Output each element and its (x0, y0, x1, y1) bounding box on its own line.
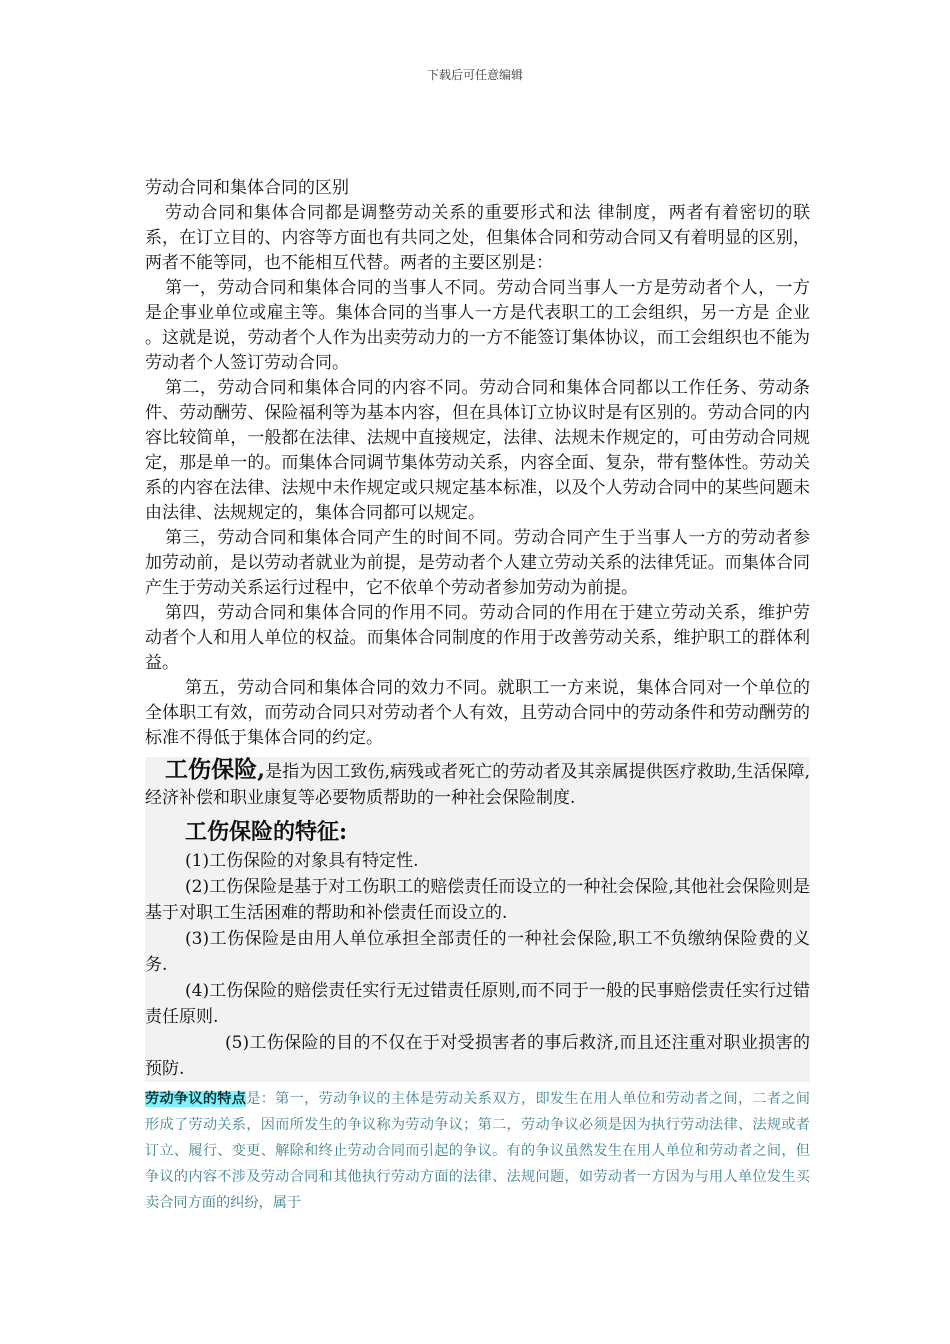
point-1: 第一，劳动合同和集体合同的当事人不同。劳动合同当事人一方是劳动者个人，一方是企事业单位或雇主等。集体合同的当事人一方是代表职工的工会组织，另一方是 企业 。这就是说，劳动者个人作为出卖劳动力的一方不能签订集体协议，而工会组织也不能为劳动者个人签订劳动合同。 (145, 278, 810, 373)
intro-paragraph: 劳动合同和集体合同都是调整劳动关系的重要形式和法 律制度，两者有着密切的联系，在订立目的、内容等方面也有共同之处，但集体合同和劳动合同又有着明显的区别，两者不能等同，也不能相互代替。两者的主要区别是： (145, 203, 810, 273)
features-title: 工伤保险的特征: (185, 819, 348, 845)
feature-5: (5)工伤保险的目的不仅在于对受损害者的事后救济,而且还注重对职业损害的预防. (145, 1033, 810, 1079)
point-4: 第四，劳动合同和集体合同的作用不同。劳动合同的作用在于建立劳动关系，维护劳动者个人和用人单位的权益。而集体合同制度的作用于改善劳动关系，维护职工的群体利益。 (145, 603, 810, 673)
feature-1: (1)工伤保险的对象具有特定性. (185, 851, 419, 871)
dispute-highlight: 劳动争议的特点 (145, 1091, 247, 1107)
feature-4: (4)工伤保险的赔偿责任实行无过错责任原则,而不同于一般的民事赔偿责任实行过错责任原则. (145, 981, 810, 1027)
injury-definition (145, 757, 810, 811)
feature-3: (3)工伤保险是由用人单位承担全部责任的一种社会保险,职工不负缴纳保险费的义务. (145, 929, 810, 975)
dispute-text: 是：第一，劳动争议的主体是劳动关系双方，即发生在用人单位和劳动者之间，二者之间形成了劳动关系，因而所发生的争议称为劳动争议；第二，劳动争议必须是因为执行劳动法律、法规或者订立、履行、变更、解除和终止劳动合同而引起的争议。有的争议虽然发生在用人单位和劳动者之间，但争议的内容不涉及劳动合同和其他执行劳动方面的法律、法规问题，如劳动者一方因为与用人单位发生买卖合同方面的纠纷，属于 (145, 1091, 810, 1211)
document-body (145, 172, 810, 1216)
point-5: 第五，劳动合同和集体合同的效力不同。就职工一方来说，集体合同对一个单位的全体职工有效，而劳动合同只对劳动者个人有效，且劳动合同中的劳动条件和劳动酬劳的标准不得低于集体合同的约定。 (145, 678, 810, 748)
point-3: 第三，劳动合同和集体合同产生的时间不同。劳动合同产生于当事人一方的劳动者参加劳动前，是以劳动者就业为前提，是劳动者个人建立劳动关系的法律凭证。而集体合同产生于劳动关系运行过程中，它不依单个劳动者参加劳动为前提。 (145, 528, 810, 598)
dispute-paragraph (145, 1086, 810, 1216)
injury-definition-text: 是指为因工致伤,病残或者死亡的劳动者及其亲属提供医疗救助,生活保障,经济补偿和职业康复等必要物质帮助的一种社会保险制度. (145, 762, 810, 808)
injury-term: 工伤保险, (165, 756, 266, 783)
feature-2: (2)工伤保险是基于对工伤职工的赔偿责任而设立的一种社会保险,其他社会保险则是基于对职工生活困难的帮助和补偿责任而设立的. (145, 877, 810, 923)
section-title: 劳动合同和集体合同的区别 (145, 178, 349, 198)
injury-insurance-section (145, 757, 810, 1082)
point-2: 第二，劳动合同和集体合同的内容不同。劳动合同和集体合同都以工作任务、劳动条件、劳动酬劳、保险福利等为基本内容，但在具体订立协议时是有区别的。劳动合同的内容比较简单，一般都在法律、法规中直接规定，法律、法规未作规定的，可由劳动合同规定，那是单一的。而集体合同调节集体劳动关系，内容全面、复杂，带有整体性。劳动关系的内容在法律、法规中未作规定或只规定基本标准，以及个人劳动合同中的某些问题未由法律、法规规定的，集体合同都可以规定。 (145, 378, 810, 523)
page-header: 下载后可任意编辑 (426, 68, 523, 82)
